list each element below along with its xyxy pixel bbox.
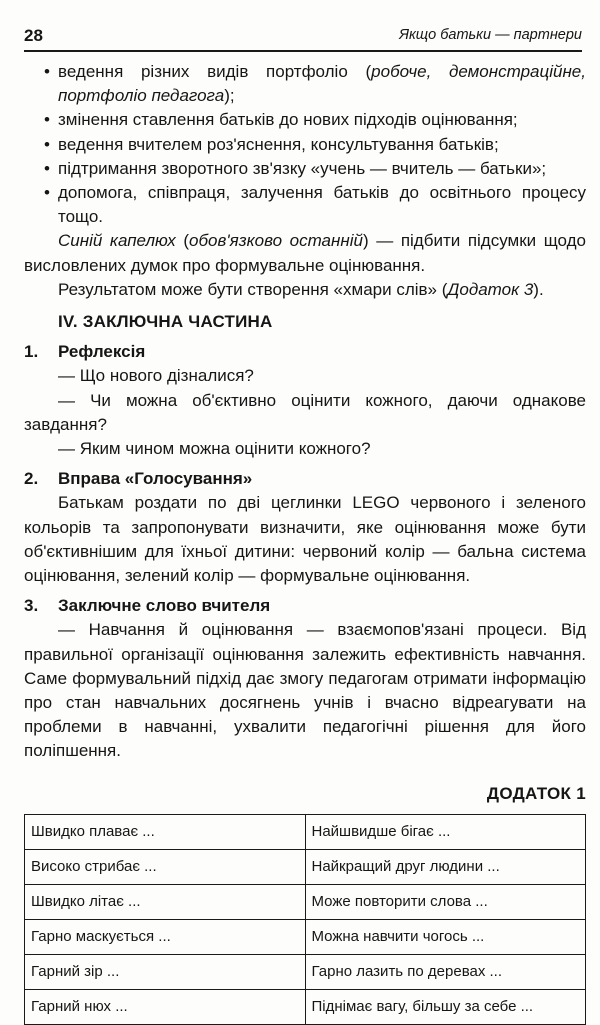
table-cell: Найшвидше бігає ... xyxy=(305,814,586,849)
voting-paragraph: Батькам роздати по дві цеглинки LEGO червоного і зеленого кольорів та запропонувати визначити, яке оцінювання може бути об'єктивнішим для їхньої дитини: червоний колір — бальна система оцінювання, зелений колір — формувальне оцінювання. xyxy=(24,493,586,586)
bullet-item: • ведення різних видів портфоліо (робоче, демонстраційне, портфоліо педагога); xyxy=(24,60,586,108)
item-heading-voting: 2. Вправа «Голосування» xyxy=(24,469,253,489)
table-row xyxy=(25,989,586,1024)
bullet-item: • допомога, співпраця, залучення батьків до освітнього процесу тощо. xyxy=(24,181,586,229)
result-paragraph: Результатом може бути створення «хмари слів» (Додаток 3). xyxy=(58,279,544,299)
bullet-item: • ведення вчителем роз'яснення, консультування батьків; xyxy=(24,133,586,157)
reflection-question: — Чи можна об'єктивно оцінити кожного, даючи однакове завдання? xyxy=(24,390,586,434)
table-row xyxy=(25,814,586,849)
page-number: 28 xyxy=(24,26,43,45)
table-cell: Швидко літає ... xyxy=(25,884,306,919)
table-cell: Найкращий друг людини ... xyxy=(305,849,586,884)
bullet-icon: • xyxy=(44,62,50,81)
page-content xyxy=(24,60,586,1025)
table-row xyxy=(25,884,586,919)
table-cell: Гарно маскується ... xyxy=(25,919,306,954)
table-cell: Швидко плаває ... xyxy=(25,814,306,849)
table-cell: Гарний зір ... xyxy=(25,954,306,989)
table-cell: Може повторити слова ... xyxy=(305,884,586,919)
table-row xyxy=(25,919,586,954)
blue-hat-paragraph: Синій капелюх (обов'язково останній) — підбити підсумки щодо висловлених думок про формувальне оцінювання. xyxy=(24,231,587,275)
table-cell: Піднімає вагу, більшу за себе ... xyxy=(305,989,586,1024)
bullet-item: • підтримання зворотного зв'язку «учень — вчитель — батьки»; xyxy=(24,157,586,181)
bullet-icon: • xyxy=(44,158,50,178)
bullet-item: • змінення ставлення батьків до нових підходів оцінювання; xyxy=(24,108,586,132)
table-cell: Високо стрибає ... xyxy=(25,849,306,884)
closing-paragraph: — Навчання й оцінювання — взаємопов'язані процеси. Від правильної організації оцінювання залежить ефективність навчання. Саме формувальний підхід дає змогу педагогам отримати інформацію про стан навчальних досягнень учнів і вчасно відреагувати на проблеми в навчанні, ухвалити педагогічні рішення для його поліпшення. xyxy=(24,620,586,761)
item-heading-reflection: 1. Рефлексія xyxy=(24,342,146,362)
bullet-icon: • xyxy=(44,183,50,203)
table-cell: Гарний нюх ... xyxy=(25,989,306,1024)
table-cell: Можна навчити чогось ... xyxy=(305,919,586,954)
reflection-question: — Яким чином можна оцінити кожного? xyxy=(58,439,371,459)
table-cell: Гарно лазить по деревах ... xyxy=(305,954,586,989)
item-heading-closing: 3. Заключне слово вчителя xyxy=(24,596,271,616)
bullet-icon: • xyxy=(44,110,50,130)
appendix-title: ДОДАТОК 1 xyxy=(486,783,586,803)
page-header xyxy=(24,22,582,52)
bullet-icon: • xyxy=(44,134,50,154)
appendix-table xyxy=(24,814,586,1025)
section-heading: IV. ЗАКЛЮЧНА ЧАСТИНА xyxy=(58,312,273,332)
table-row xyxy=(25,849,586,884)
running-title: Якщо батьки — партнери xyxy=(399,27,582,43)
bullet-list xyxy=(24,60,586,229)
table-row xyxy=(25,954,586,989)
reflection-question: — Що нового дізналися? xyxy=(58,366,254,386)
